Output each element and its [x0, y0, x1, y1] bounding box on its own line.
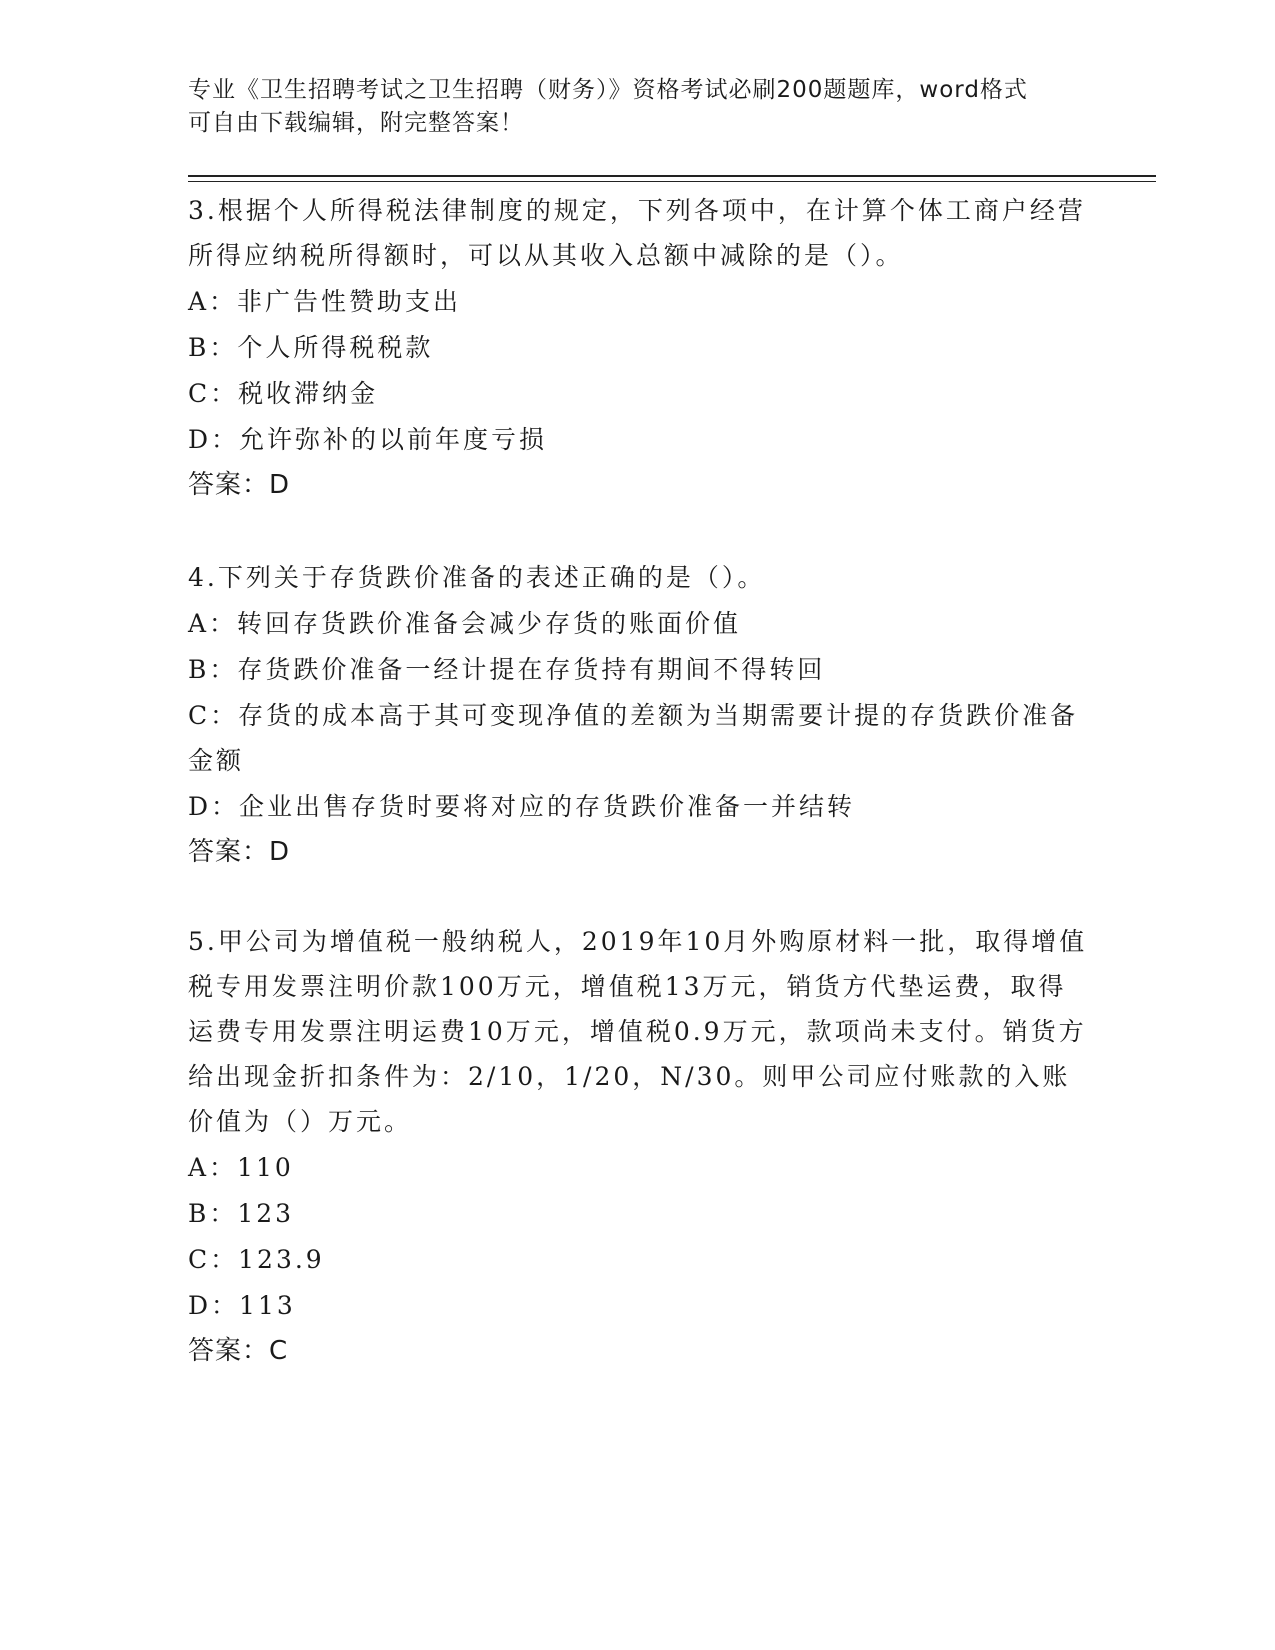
option-d: D：允许弥补的以前年度亏损 — [188, 425, 548, 454]
option-c: C：123.9 — [188, 1245, 325, 1274]
option-b: B：个人所得税税款 — [188, 333, 434, 362]
header-divider-thin — [188, 181, 1156, 182]
option-c: C：存货的成本高于其可变现净值的差额为当期需要计提的存货跌价准备金额 — [188, 701, 1079, 775]
header-line-1: 专业《卫生招聘考试之卫生招聘（财务）》资格考试必刷200题题库，word格式 — [188, 77, 1028, 103]
answer-line: 答案：D — [188, 470, 291, 500]
document-header — [188, 74, 1088, 140]
header-line-2: 可自由下载编辑，附完整答案！ — [188, 110, 524, 136]
question-5 — [188, 919, 1088, 1374]
option-a: A：转回存货跌价准备会减少存货的账面价值 — [188, 609, 742, 638]
option-b: B：存货跌价准备一经计提在存货持有期间不得转回 — [188, 655, 826, 684]
answer-line: 答案：D — [188, 837, 291, 867]
option-d: D：企业出售存货时要将对应的存货跌价准备一并结转 — [188, 792, 856, 821]
question-stem: 3.根据个人所得税法律制度的规定，下列各项中，在计算个体工商户经营所得应纳税所得额时，可以从其收入总额中减除的是（）。 — [188, 196, 1086, 270]
option-b: B：123 — [188, 1199, 295, 1228]
option-a: A：非广告性赞助支出 — [188, 287, 462, 316]
header-divider-thick — [188, 175, 1156, 177]
option-d: D：113 — [188, 1291, 296, 1320]
question-3 — [188, 188, 1088, 508]
question-4 — [188, 555, 1088, 875]
question-stem: 4.下列关于存货跌价准备的表述正确的是（）。 — [188, 563, 766, 592]
option-c: C：税收滞纳金 — [188, 379, 379, 408]
answer-line: 答案：C — [188, 1336, 289, 1366]
option-a: A：110 — [188, 1153, 294, 1182]
question-stem: 5.甲公司为增值税一般纳税人，2019年10月外购原材料一批，取得增值税专用发票注明价款100万元，增值税13万元，销货方代垫运费，取得运费专用发票注明运费10万元，增值税0.9万元，款项尚未支付。销货方给出现金折扣条件为：2/10，1/20，N/30。则甲公司应付账款的入账价值为（）万元。 — [188, 927, 1088, 1136]
